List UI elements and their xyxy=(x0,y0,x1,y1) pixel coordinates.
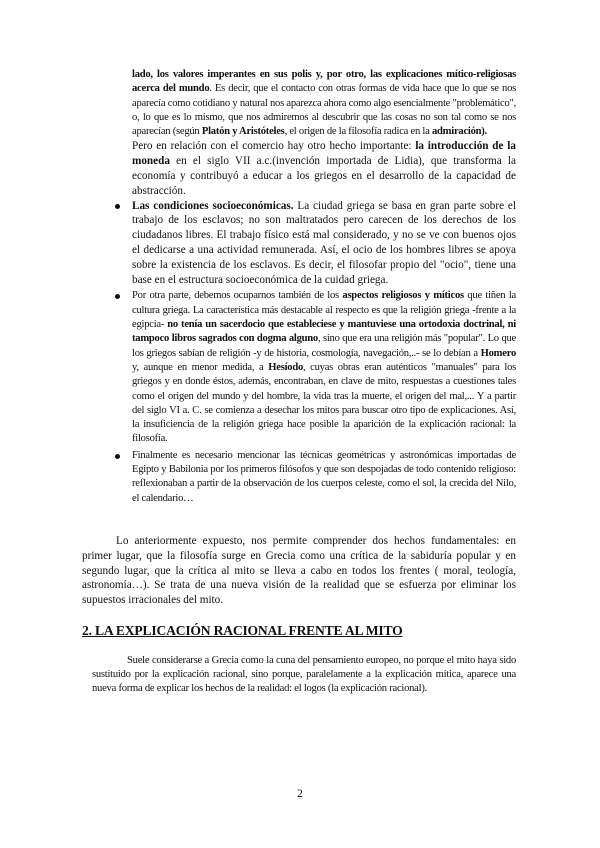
page-number: 2 xyxy=(297,788,303,800)
text-span: que tiñen la cultura griega. La característica más destacable al respecto es que la religión griega -frente a la egipcia- xyxy=(132,290,516,331)
bold-span: la introducción de la moneda xyxy=(132,140,516,168)
text-span: Finalmente es necesario mencionar las técnicas geométricas y astronómicas importadas de Egipto y Babilonia por los primeros filósofos y que son despojadas de todo contenido religioso: reflexionaban a partir de la observación de los cuerpos celeste, como el sol, la crecida del Nilo, el calendario… xyxy=(132,449,516,504)
bold-span: Las condiciones socioeconómicas. xyxy=(132,199,294,212)
list-item xyxy=(82,199,516,288)
text-span: , cuyas obras eran auténticos "manuales" para los griegos y en donde éstos, además, encontraban, en clave de mito, respuestas a cuestiones tales como el origen del mundo y del hombre, la vida tras la muerte, el origen del mal,... Y a partir del siglo VI a. C. se comienza a desechar los mitos para buscar otro tipo de explicaciones. Así, la insuficiencia de la religión griega hace posible la aparición de la explicación racional: la filosofía. xyxy=(132,361,516,445)
spacer xyxy=(82,506,516,534)
intro-block xyxy=(82,68,516,199)
text-span: . Es decir, que el contacto con otras formas de vida hace que lo que se nos aparecía como cotidiano y natural nos aparezca ahora como algo esencialmente "problemático", o, lo que es lo mismo, que nos admiremos al descubrir que las cosas no son tal como se nos aparecían (según xyxy=(132,83,516,138)
text-span: en el siglo VII a.c.(invención importada de Lidia), que transforma la economía y contribuyó a educar a los griegos en el desarrollo de la capacidad de abstracción. xyxy=(132,155,516,197)
currency-paragraph xyxy=(132,139,516,198)
page-content xyxy=(82,68,516,697)
bold-span: lado, los valores imperantes en sus polis y, por otro, las explicaciones mítico-religiosas acerca del mundo xyxy=(132,69,516,95)
text-span: Por otra parte, debemos ocuparnos también de los xyxy=(132,290,343,302)
summary-paragraph: Lo anteriormente expuesto, nos permite comprender dos hechos fundamentales: en primer lugar, que la filosofía surge en Grecia como una crítica de la sabiduría popular y en segundo lugar, que la crítica al mito se lleva a cabo en todos los frentes ( moral, teología, astronomía…). Se trata de una nueva visión de la realidad que se esfuerza por eliminar los supuestos irracionales del mito. xyxy=(82,534,516,607)
bold-span: aspectos religiosos y míticos xyxy=(342,290,464,302)
text-span: , el origen de la filosofía radica en la xyxy=(284,126,432,138)
bold-span: Homero xyxy=(480,347,516,359)
bullet-icon xyxy=(115,454,120,459)
intro-paragraph xyxy=(132,68,516,139)
list-item xyxy=(82,449,516,506)
section-paragraph: Suele considerarse a Grecia como la cuna del pensamiento europeo, no porque el mito haya sido sustituido por la explicación racional, sino porque, paralelamente a la explicación mítica, aparece una nueva forma de explicar los hechos de la realidad: el logos (la explicación racional). xyxy=(92,654,516,695)
bold-span: admiración). xyxy=(431,126,487,138)
bold-span: Platón y Aristóteles xyxy=(201,126,285,138)
text-span: , sino que era una religión más "popular". Lo que los griegos sabían de religión -y de historia, cosmología, navegación,..- se lo debían a xyxy=(132,333,516,359)
bullet-list xyxy=(82,199,516,506)
bullet-icon xyxy=(115,204,120,209)
bold-span: Hesíodo xyxy=(268,361,304,373)
bold-span: no tenía un sacerdocio que estableciese y mantuviese una ortodoxia doctrinal, ni tampoco libros sagrados con dogma alguno xyxy=(132,319,516,345)
bullet-icon xyxy=(115,294,120,299)
section-heading: 2. LA EXPLICACIÓN RACIONAL FRENTE AL MITO xyxy=(82,622,403,638)
list-item xyxy=(82,289,516,446)
text-span: Pero en relación con el comercio hay otro hecho importante: xyxy=(132,140,416,153)
text-span: La ciudad griega se basa en gran parte sobre el trabajo de los esclavos; no son maltratados pero carecen de los derechos de los ciudadanos libres. El trabajo físico está mal considerado, y no se ve con buenos ojos el dedicarse a una actividad remunerada. Así, el ocio de los hombres libres se apoya sobre la existencia de los esclavos. Es decir, el filosofar propio del "ocio", tiene una base en el estructura socioeconómica de la cuidad griega. xyxy=(132,199,517,286)
text-span: y, aunque en menor medida, a xyxy=(132,361,269,373)
